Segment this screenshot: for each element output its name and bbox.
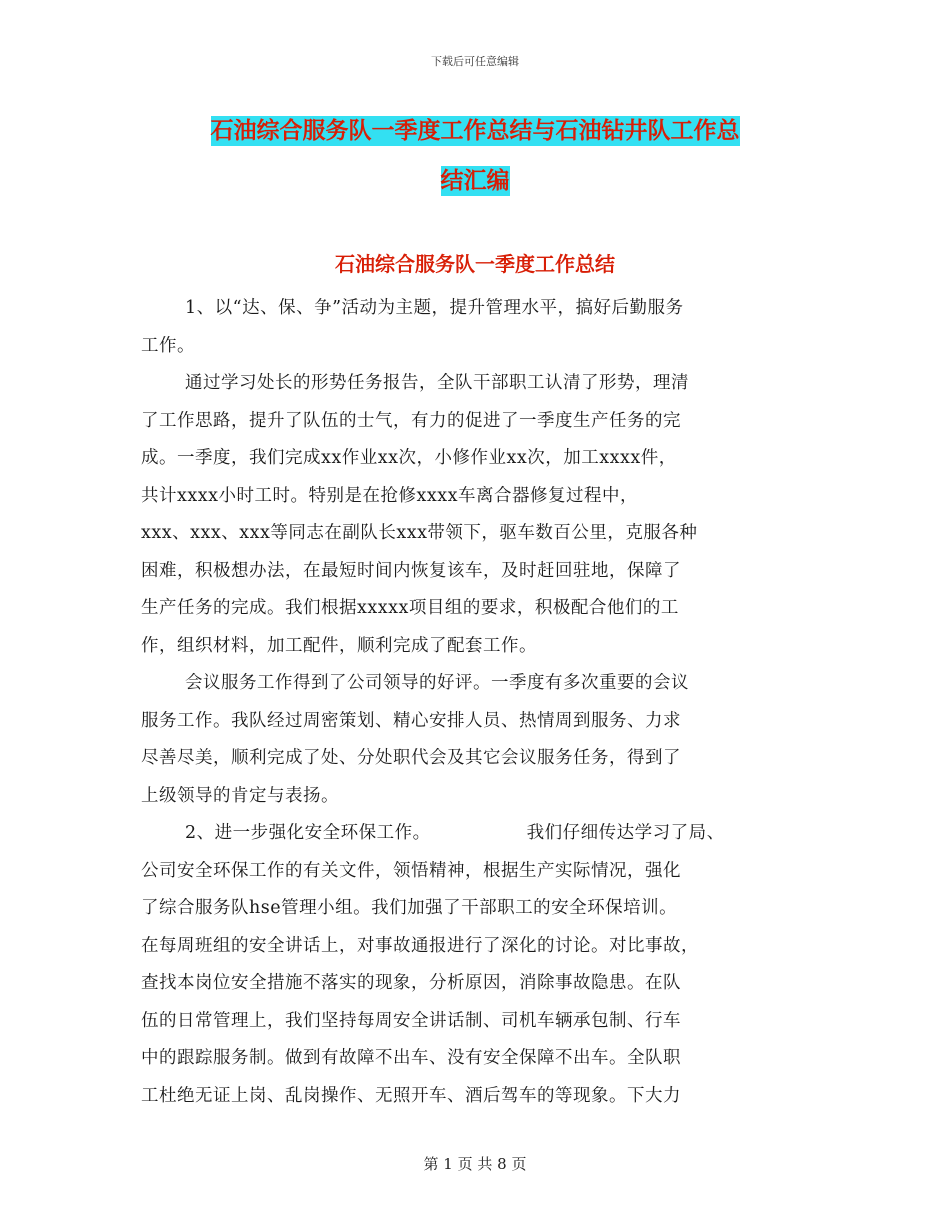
paragraph-4 <box>141 815 809 1115</box>
text-line: 中的跟踪服务制。做到有故障不出车、没有安全保障不出车。全队职 <box>141 1048 681 1068</box>
text-line: 共计xxxx小时工时。特别是在抢修xxxx车离合器修复过程中， <box>141 485 638 506</box>
text-line: 通过学习处长的形势任务报告，全队干部职工认清了形势，理清 <box>185 373 689 393</box>
title-line-2: 结汇编 <box>440 168 510 194</box>
text-line: 1、以“达、保、争”活动为主题，提升管理水平，搞好后勤服务 <box>185 298 684 318</box>
text-line: 伍的日常管理上，我们坚持每周安全讲话制、司机车辆承包制、行车 <box>141 1010 681 1031</box>
text-line: 会议服务工作得到了公司领导的好评。一季度有多次重要的会议 <box>185 673 689 693</box>
text-line: 服务工作。我队经过周密策划、精心安排人员、热情周到服务、力求 <box>141 710 681 731</box>
text-line: 上级领导的肯定与表扬。 <box>141 785 339 806</box>
header-note: 下载后可任意编辑 <box>431 55 519 68</box>
text-line: 在每周班组的安全讲话上，对事故通报进行了深化的讨论。对比事故， <box>141 935 699 956</box>
text-line: 困难，积极想办法，在最短时间内恢复该车，及时赶回驻地，保障了 <box>141 560 681 581</box>
paragraph-lead: 2、进一步强化安全环保工作。 <box>185 823 431 843</box>
text-line-lead <box>141 815 809 853</box>
text-line: xxx、xxx、xxx等同志在副队长xxx带领下，驱车数百公里，克服各种 <box>141 523 698 543</box>
paragraph-2 <box>141 365 809 665</box>
section-title: 石油综合服务队一季度工作总结 <box>335 252 615 276</box>
text-line: 工作。 <box>141 335 195 356</box>
title-line-1: 石油综合服务队一季度工作总结与石油钻井队工作总 <box>210 118 740 144</box>
page-footer: 第 1 页 共 8 页 <box>423 1155 527 1173</box>
text-line: 成。一季度，我们完成xx作业xx次，小修作业xx次，加工xxxx件， <box>141 448 677 468</box>
paragraph-3 <box>141 665 809 815</box>
text-line: 尽善尽美，顺利完成了处、分处职代会及其它会议服务任务，得到了 <box>141 748 681 768</box>
body-text <box>141 290 809 1115</box>
document-title <box>140 106 810 206</box>
text-line: 公司安全环保工作的有关文件，领悟精神，根据生产实际情况，强化 <box>141 860 681 881</box>
text-line: 查找本岗位安全措施不落实的现象，分析原因，消除事故隐患。在队 <box>141 973 681 993</box>
paragraph-1 <box>141 290 809 365</box>
text-line: 作，组织材料，加工配件，顺利完成了配套工作。 <box>141 635 537 656</box>
text-line: 了综合服务队hse管理小组。我们加强了干部职工的安全环保培训。 <box>141 898 678 918</box>
text-line: 生产任务的完成。我们根据xxxxx项目组的要求，积极配合他们的工 <box>141 598 679 618</box>
text-line: 了工作思路，提升了队伍的士气，有力的促进了一季度生产任务的完 <box>141 410 681 431</box>
paragraph-lead-rest: 我们仔细传达学习了局、 <box>526 823 725 843</box>
text-line: 工杜绝无证上岗、乱岗操作、无照开车、酒后驾车的等现象。下大力 <box>141 1085 681 1106</box>
